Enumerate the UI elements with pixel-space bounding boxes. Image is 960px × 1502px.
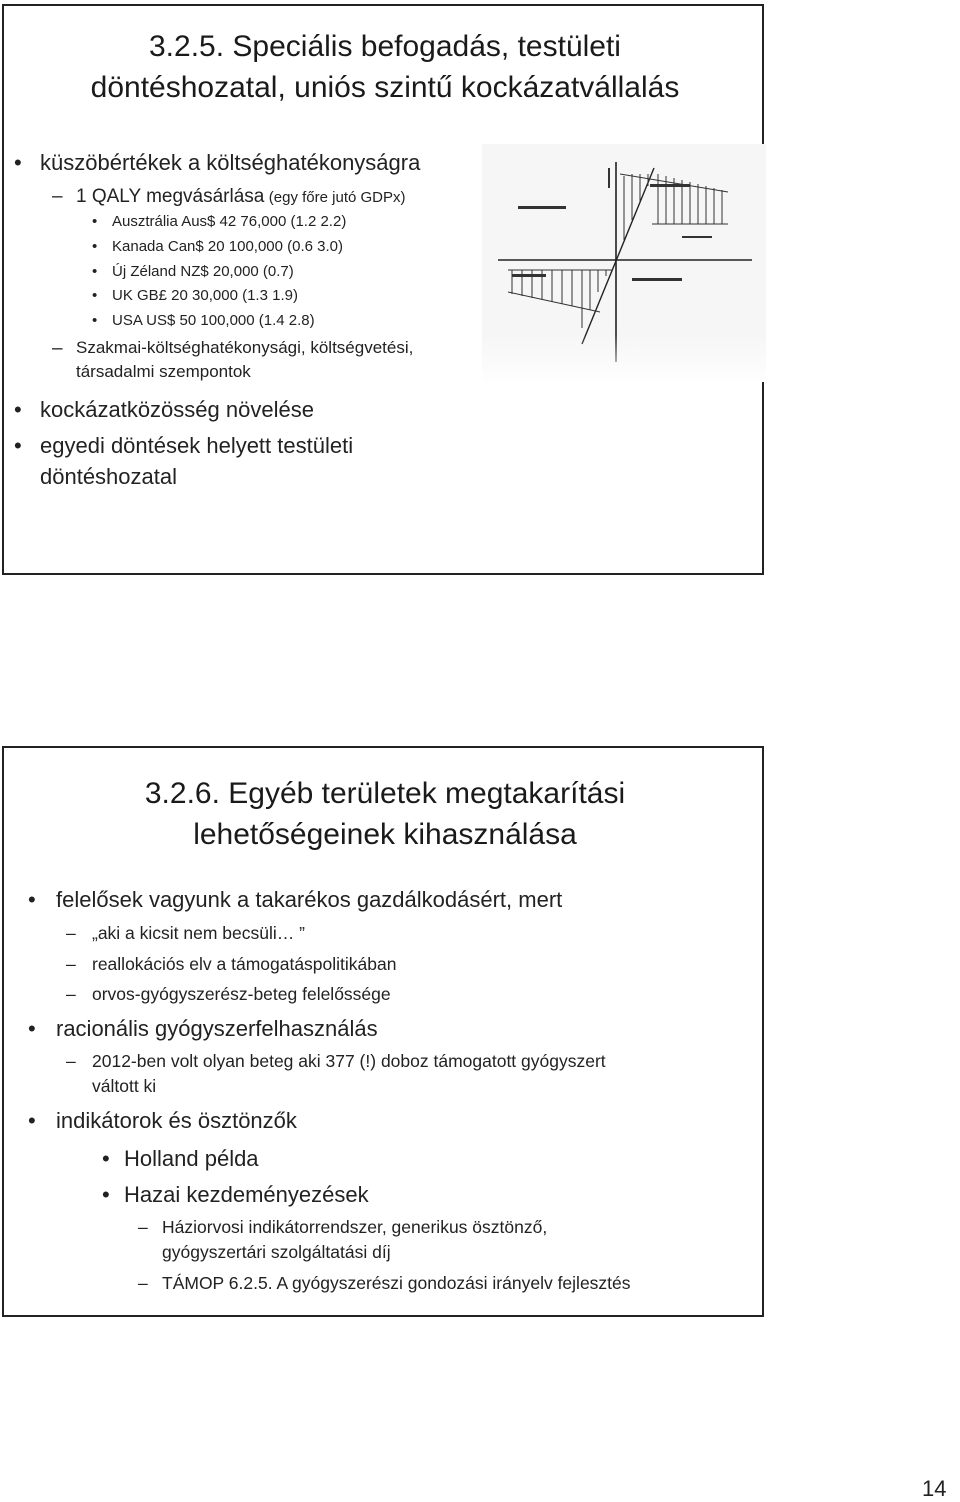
sub-criteria-line2: társadalmi szempontok bbox=[76, 362, 251, 381]
slide-title bbox=[4, 773, 766, 855]
bullet-dot: • bbox=[92, 287, 98, 304]
slide-title-line1: 3.2.6. Egyéb területek megtakarítási bbox=[144, 777, 626, 810]
bullet-dot: • bbox=[102, 1182, 110, 1207]
sub-tamop: TÁMOP 6.2.5. A gyógyszerészi gondozási irányelv fejlesztés bbox=[162, 1273, 631, 1293]
dash-marker: – bbox=[66, 923, 76, 943]
dash-marker: – bbox=[66, 984, 76, 1004]
bullet-dot: • bbox=[92, 312, 98, 329]
country-usa: USA US$ 50 100,000 (1.4 2.8) bbox=[112, 312, 315, 329]
bullet-dot: • bbox=[14, 397, 22, 422]
bullet-collective-line2: döntéshozatal bbox=[40, 464, 177, 489]
sub-gp-indicators-line2: gyógyszertári szolgáltatási díj bbox=[162, 1242, 391, 1262]
dash-marker: – bbox=[138, 1273, 148, 1293]
country-australia: Ausztrália Aus$ 42 76,000 (1.2 2.2) bbox=[112, 213, 347, 230]
bullet-dot: • bbox=[92, 213, 98, 230]
slide-3-2-5 bbox=[2, 4, 764, 575]
bullet-rational-use: racionális gyógyszerfelhasználás bbox=[56, 1016, 378, 1041]
sub-qaly-note: (egy főre jutó GDPx) bbox=[268, 189, 406, 206]
slide-3-2-6 bbox=[2, 746, 764, 1317]
sub-reallocation: reallokációs elv a támogatáspolitikában bbox=[92, 954, 397, 974]
slide-title-line1: 3.2.5. Speciális befogadás, testületi bbox=[149, 30, 621, 63]
dash-marker: – bbox=[52, 186, 63, 207]
bullet-responsible: felelősek vagyunk a takarékos gazdálkodásért, mert bbox=[56, 887, 563, 912]
item-domestic-initiatives: Hazai kezdeményezések bbox=[124, 1182, 369, 1207]
sub-proverb: „aki a kicsit nem becsüli… ” bbox=[92, 923, 305, 943]
sub-responsibility: orvos-gyógyszerész-beteg felelőssége bbox=[92, 984, 391, 1004]
sub-2012-line2: váltott ki bbox=[92, 1076, 157, 1096]
dash-marker: – bbox=[66, 954, 76, 974]
bullet-dot: • bbox=[28, 1016, 36, 1041]
item-dutch-example: Holland példa bbox=[124, 1146, 259, 1171]
bullet-dot: • bbox=[28, 887, 36, 912]
slide-title-line2: döntéshozatal, uniós szintű kockázatvállalás bbox=[90, 71, 680, 104]
bullet-threshold: küszöbértékek a költséghatékonyságra bbox=[40, 150, 421, 175]
bullet-dot: • bbox=[92, 238, 98, 255]
slide-title bbox=[4, 26, 766, 108]
dash-marker: – bbox=[138, 1217, 148, 1237]
bullet-collective-line1: egyedi döntések helyett testületi bbox=[40, 433, 354, 458]
country-new-zealand: Új Zéland NZ$ 20,000 (0.7) bbox=[112, 263, 294, 280]
sub-gp-indicators-line1: Háziorvosi indikátorrendszer, generikus ösztönző, bbox=[162, 1217, 548, 1237]
bullet-dot: • bbox=[102, 1146, 110, 1171]
sub-qaly-main: 1 QALY megvásárlása bbox=[76, 186, 265, 207]
dash-marker: – bbox=[66, 1051, 76, 1071]
dash-marker: – bbox=[52, 338, 63, 359]
bullet-dot: • bbox=[92, 263, 98, 280]
country-uk: UK GB£ 20 30,000 (1.3 1.9) bbox=[112, 287, 298, 304]
country-canada: Kanada Can$ 20 100,000 (0.6 3.0) bbox=[112, 238, 344, 255]
bullet-risk-pooling: kockázatközösség növelése bbox=[40, 397, 314, 422]
page-number: 14 bbox=[922, 1476, 947, 1501]
bullet-dot: • bbox=[14, 433, 22, 458]
slide-title-line2: lehetőségeinek kihasználása bbox=[193, 818, 577, 851]
bullet-indicators: indikátorok és ösztönzők bbox=[56, 1108, 297, 1133]
sub-criteria-line1: Szakmai-költséghatékonysági, költségvetési, bbox=[76, 338, 414, 357]
bullet-dot: • bbox=[28, 1108, 36, 1133]
sub-qaly bbox=[76, 186, 406, 208]
cost-effectiveness-diagram bbox=[482, 144, 766, 382]
bullet-dot: • bbox=[14, 150, 22, 175]
sub-2012-line1: 2012-ben volt olyan beteg aki 377 (!) doboz támogatott gyógyszert bbox=[92, 1051, 606, 1071]
